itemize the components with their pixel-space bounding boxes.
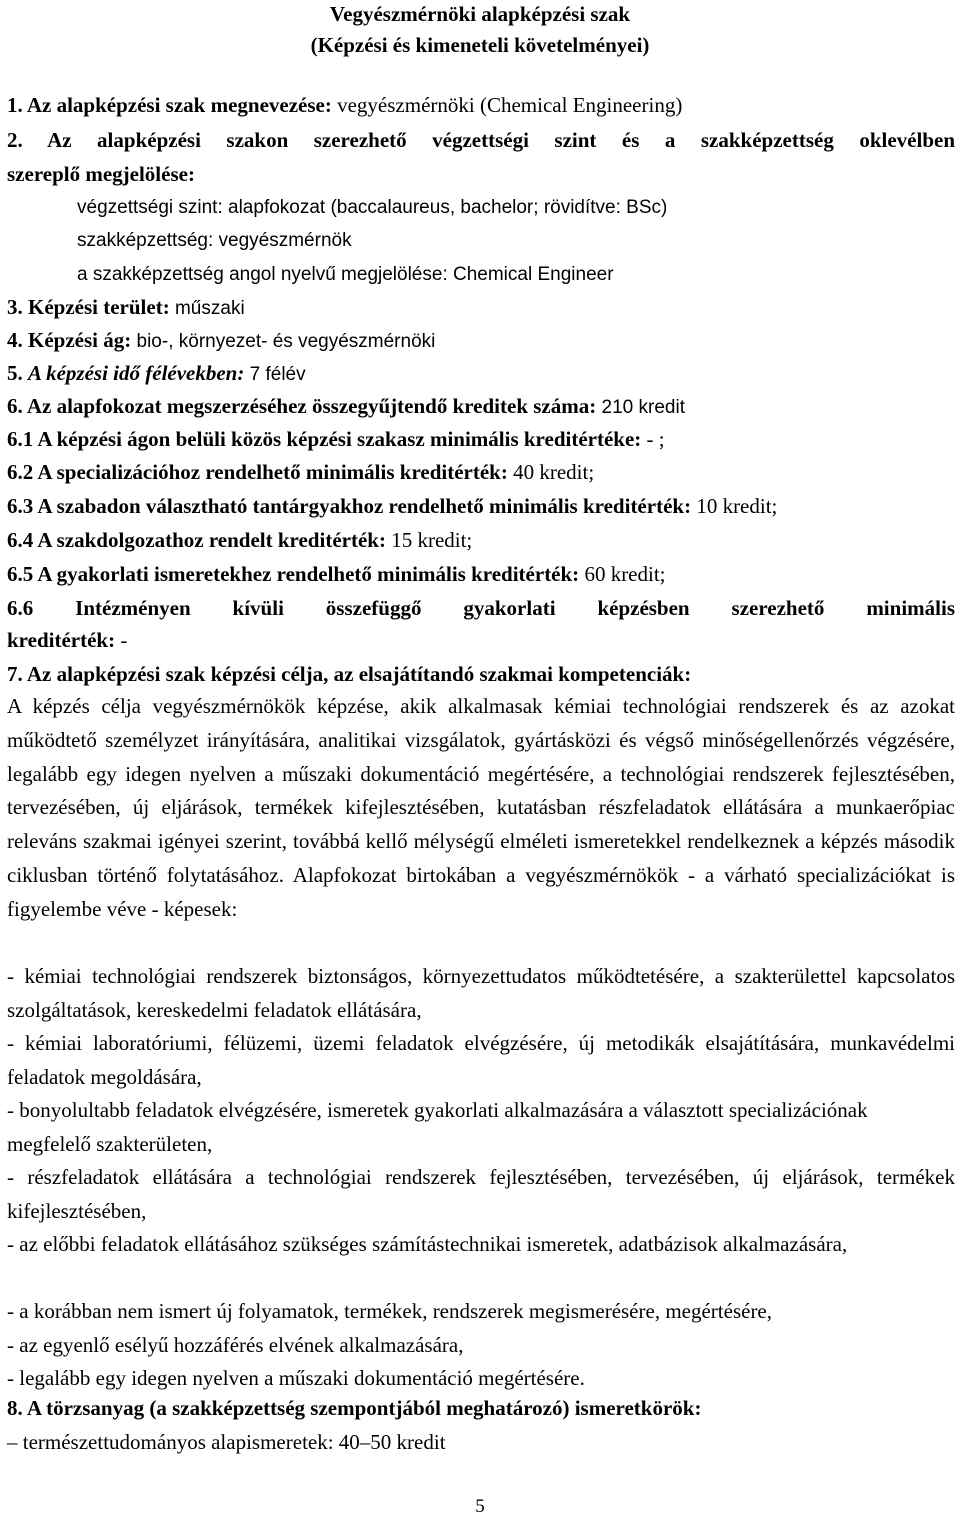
list-item: - bonyolultabb feladatok elvégzésére, ismeretek gyakorlati alkalmazására a választott specializációnak megfelelő szakterületen, xyxy=(7,1098,868,1156)
list-item: - az egyenlő esélyű hozzáférés elvének alkalmazására, xyxy=(7,1333,464,1357)
list-item: - az előbbi feladatok ellátásához szükséges számítástechnikai ismeretek, adatbázisok alkalmazására, xyxy=(7,1232,848,1256)
section-6-6-line2: kreditérték: - xyxy=(7,628,128,652)
section-6-3: 6.3 A szabadon választható tantárgyakhoz rendelhető minimális kreditérték: 10 kredit; xyxy=(7,494,778,518)
section-1 xyxy=(7,95,682,116)
section-6-4: 6.4 A szakdolgozathoz rendelt kreditérték: 15 kredit; xyxy=(7,528,473,552)
section-6-5: 6.5 A gyakorlati ismeretekhez rendelhető minimális kreditérték: 60 kredit; xyxy=(7,562,666,586)
section-6-1: 6.1 A képzési ágon belüli közös képzési szakasz minimális kreditértéke: - ; xyxy=(7,427,665,451)
list-item: - kémiai technológiai rendszerek biztonságos, környezettudatos működtetésére, a szakterülettel kapcsolatos szolgáltatások, kereskedelmi feladatok ellátására, xyxy=(7,964,955,1022)
section-1-label: 1. Az alapképzési szak megnevezése: xyxy=(7,93,332,117)
section-3: 3. Képzési terület: műszaki xyxy=(7,295,245,319)
section-8-heading: 8. A törzsanyag (a szakképzettség szempontjából meghatározó) ismeretkörök: xyxy=(7,1396,702,1420)
section-2-item-english: a szakképzettség angol nyelvű megjelölése: Chemical Engineer xyxy=(77,264,614,285)
section-2-heading-line1: 2. Az alapképzési szakon szerezhető végzettségi szint és a szakképzettség oklevélben xyxy=(7,128,955,152)
section-6: 6. Az alapfokozat megszerzéséhez összegyűjtendő kreditek száma: 210 kredit xyxy=(7,394,685,418)
section-6-2: 6.2 A specializációhoz rendelhető minimális kreditérték: 40 kredit; xyxy=(7,460,595,484)
page-number: 5 xyxy=(475,1496,485,1517)
list-item: - kémiai laboratóriumi, félüzemi, üzemi feladatok elvégzésére, új metodikák elsajátítására, munkavédelmi feladatok megoldására, xyxy=(7,1031,955,1089)
section-4: 4. Képzési ág: bio-, környezet- és vegyészmérnöki xyxy=(7,328,436,352)
section-2-heading-line2: szereplő megjelölése: xyxy=(7,162,195,186)
list-item: - a korábban nem ismert új folyamatok, termékek, rendszerek megismerésére, megértésére, xyxy=(7,1299,773,1323)
list-item: - legalább egy idegen nyelven a műszaki dokumentáció megértésére. xyxy=(7,1366,585,1390)
section-1-value: vegyészmérnöki (Chemical Engineering) xyxy=(331,93,683,117)
section-8-item: – természettudományos alapismeretek: 40–50 kredit xyxy=(7,1430,446,1454)
section-7-paragraph: A képzés célja vegyészmérnökök képzése, akik alkalmasak kémiai technológiai rendszerek és az azokat működtető személyzet irányítására, analitikai vizsgálatok, gyártásközi és végső minőségellenőrzés végzésére, legalább egy idegen nyelven a műszaki dokumentáció megértésére, a technológiai rendszerek fejlesztésében, tervezésében, új eljárások, termékek kifejlesztésében, kutatásban részfeladatok ellátására a munkaerőpiac releváns szakmai igényei szerint, továbbá kellő mélységű elméleti ismeretekkel rendelkeznek a képzés második ciklusban történő folytatásához. Alapfokozat birtokában a vegyészmérnökök - a várható specializációkat is figyelembe véve - képesek: xyxy=(7,694,955,921)
list-item: - részfeladatok ellátására a technológiai rendszerek fejlesztésében, tervezésében, új eljárások, termékek kifejlesztésében, xyxy=(7,1165,955,1223)
section-5: 5. A képzési idő félévekben: 7 félév xyxy=(7,361,306,385)
document-title: Vegyészmérnöki alapképzési szak xyxy=(329,2,631,26)
section-6-6-line1: 6.6 Intézményen kívüli összefüggő gyakorlati képzésben szerezhető minimális xyxy=(7,596,955,620)
document-subtitle: (Képzési és kimeneteli követelményei) xyxy=(310,33,650,57)
section-2-item-level: végzettségi szint: alapfokozat (baccalaureus, bachelor; rövidítve: BSc) xyxy=(77,197,668,218)
section-2-item-qualification: szakképzettség: vegyészmérnök xyxy=(77,230,352,251)
section-7-heading: 7. Az alapképzési szak képzési célja, az elsajátítandó szakmai kompetenciák: xyxy=(7,662,692,686)
